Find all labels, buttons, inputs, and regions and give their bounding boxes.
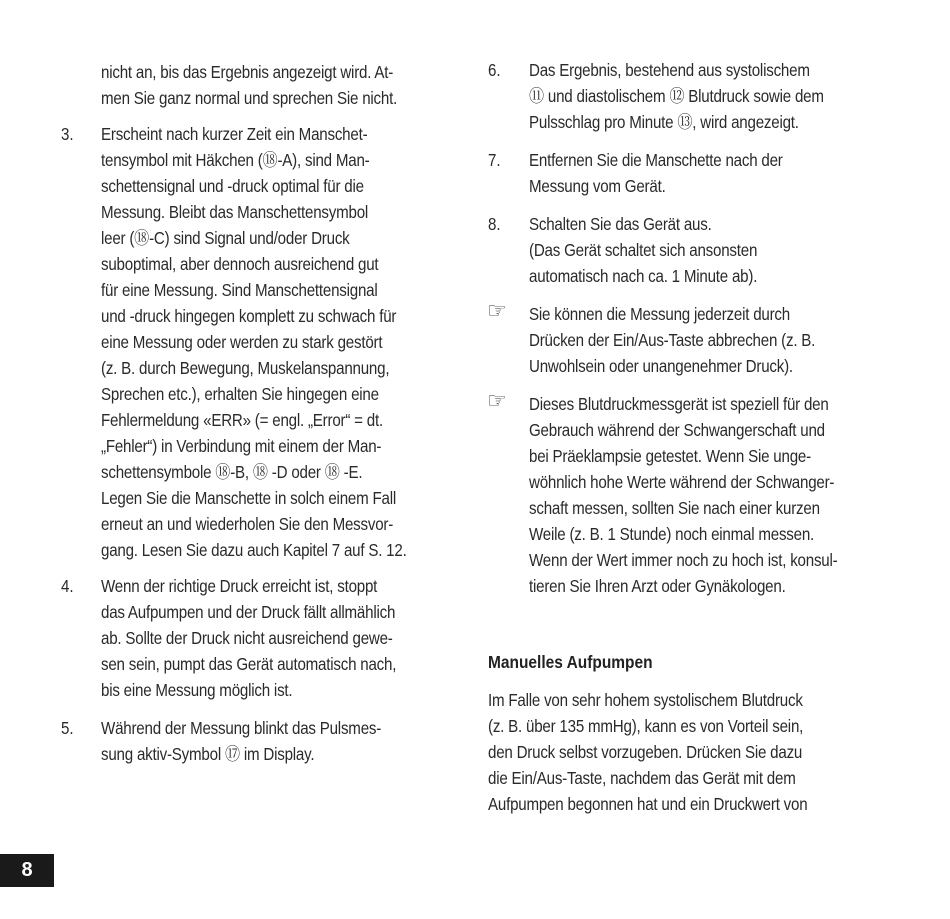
list-number: 7.	[488, 150, 501, 170]
paragraph-line: (z. B. über 135 mmHg), kann es von Vorteil sein,	[488, 716, 804, 736]
list-item-line: Schalten Sie das Gerät aus.	[529, 214, 712, 234]
list-item-line: und -druck hingegen komplett zu schwach für	[101, 306, 397, 326]
list-item-line: (z. B. durch Bewegung, Muskelanspannung,	[101, 358, 390, 378]
paragraph-line: Im Falle von sehr hohem systolischem Blutdruck	[488, 690, 803, 710]
list-item-line: Erscheint nach kurzer Zeit ein Manschet-	[101, 124, 368, 144]
note-line: wöhnlich hohe Werte während der Schwanger-	[529, 472, 835, 492]
continuation-line: men Sie ganz normal und sprechen Sie nicht.	[101, 88, 398, 108]
list-item-line: Wenn der richtige Druck erreicht ist, stoppt	[101, 576, 378, 596]
list-item-line: erneut an und wiederholen Sie den Messvor-	[101, 514, 394, 534]
list-item-line: ⑪ und diastolischem ⑫ Blutdruck sowie dem	[529, 86, 824, 106]
continuation-line: nicht an, bis das Ergebnis angezeigt wird. At-	[101, 62, 394, 82]
pointing-hand-icon: ☞	[487, 389, 507, 414]
page-number-badge	[0, 854, 54, 887]
list-item-line: suboptimal, aber dennoch ausreichend gut	[101, 254, 379, 274]
list-item-line: Pulsschlag pro Minute ⑬, wird angezeigt.	[529, 112, 799, 132]
section-heading: Manuelles Aufpumpen	[488, 652, 653, 672]
list-item-line: schettensignal und -druck optimal für die	[101, 176, 364, 196]
list-item-line: sung aktiv-Symbol ⑰ im Display.	[101, 744, 315, 764]
note-line: Gebrauch während der Schwangerschaft und	[529, 420, 825, 440]
list-item-line: schettensymbole ⑱-B, ⑱ -D oder ⑱ -E.	[101, 462, 363, 482]
note-line: Sie können die Messung jederzeit durch	[529, 304, 790, 324]
list-item-line: automatisch nach ca. 1 Minute ab).	[529, 266, 758, 286]
note-line: Dieses Blutdruckmessgerät ist speziell für den	[529, 394, 829, 414]
list-item-line: leer (⑱-C) sind Signal und/oder Druck	[101, 228, 350, 248]
list-number: 4.	[61, 576, 74, 596]
list-item-line: Fehlermeldung «ERR» (= engl. „Error“ = dt.	[101, 410, 383, 430]
list-item-line: eine Messung oder werden zu stark gestört	[101, 332, 383, 352]
page-number: 8	[21, 859, 33, 881]
note-line: Drücken der Ein/Aus-Taste abbrechen (z. B.	[529, 330, 816, 350]
list-item-line: (Das Gerät schaltet sich ansonsten	[529, 240, 758, 260]
list-item-line: Das Ergebnis, bestehend aus systolischem	[529, 60, 810, 80]
list-item-line: sen sein, pumpt das Gerät automatisch nach,	[101, 654, 397, 674]
pointing-hand-icon: ☞	[487, 299, 507, 324]
list-item-line: Während der Messung blinkt das Pulsmes-	[101, 718, 382, 738]
note-line: schaft messen, sollten Sie nach einer kurzen	[529, 498, 820, 518]
paragraph-line: den Druck selbst vorzugeben. Drücken Sie dazu	[488, 742, 803, 762]
note-line: tieren Sie Ihren Arzt oder Gynäkologen.	[529, 576, 786, 596]
list-item-line: gang. Lesen Sie dazu auch Kapitel 7 auf S. 12.	[101, 540, 407, 560]
note-line: Unwohlsein oder unangenehmer Druck).	[529, 356, 793, 376]
list-item-line: bis eine Messung möglich ist.	[101, 680, 293, 700]
list-item-line: Entfernen Sie die Manschette nach der	[529, 150, 783, 170]
list-number: 5.	[61, 718, 74, 738]
list-number: 3.	[61, 124, 74, 144]
paragraph-line: Aufpumpen begonnen hat und ein Druckwert von	[488, 794, 808, 814]
list-item-line: Legen Sie die Manschette in solch einem Fall	[101, 488, 397, 508]
paragraph-line: die Ein/Aus-Taste, nachdem das Gerät mit dem	[488, 768, 796, 788]
list-item-line: Messung vom Gerät.	[529, 176, 666, 196]
list-item-line: Sprechen etc.), erhalten Sie hingegen eine	[101, 384, 379, 404]
list-item-line: für eine Messung. Sind Manschettensignal	[101, 280, 378, 300]
list-item-line: Messung. Bleibt das Manschettensymbol	[101, 202, 369, 222]
list-number: 8.	[488, 214, 501, 234]
list-item-line: „Fehler“) in Verbindung mit einem der Man-	[101, 436, 382, 456]
list-number: 6.	[488, 60, 501, 80]
list-item-line: tensymbol mit Häkchen (⑱-A), sind Man-	[101, 150, 370, 170]
list-item-line: ab. Sollte der Druck nicht ausreichend gewe-	[101, 628, 393, 648]
note-line: bei Präeklampsie getestet. Wenn Sie unge-	[529, 446, 811, 466]
note-line: Wenn der Wert immer noch zu hoch ist, konsul-	[529, 550, 838, 570]
list-item-line: das Aufpumpen und der Druck fällt allmählich	[101, 602, 396, 622]
note-line: Weile (z. B. 1 Stunde) noch einmal messen.	[529, 524, 815, 544]
